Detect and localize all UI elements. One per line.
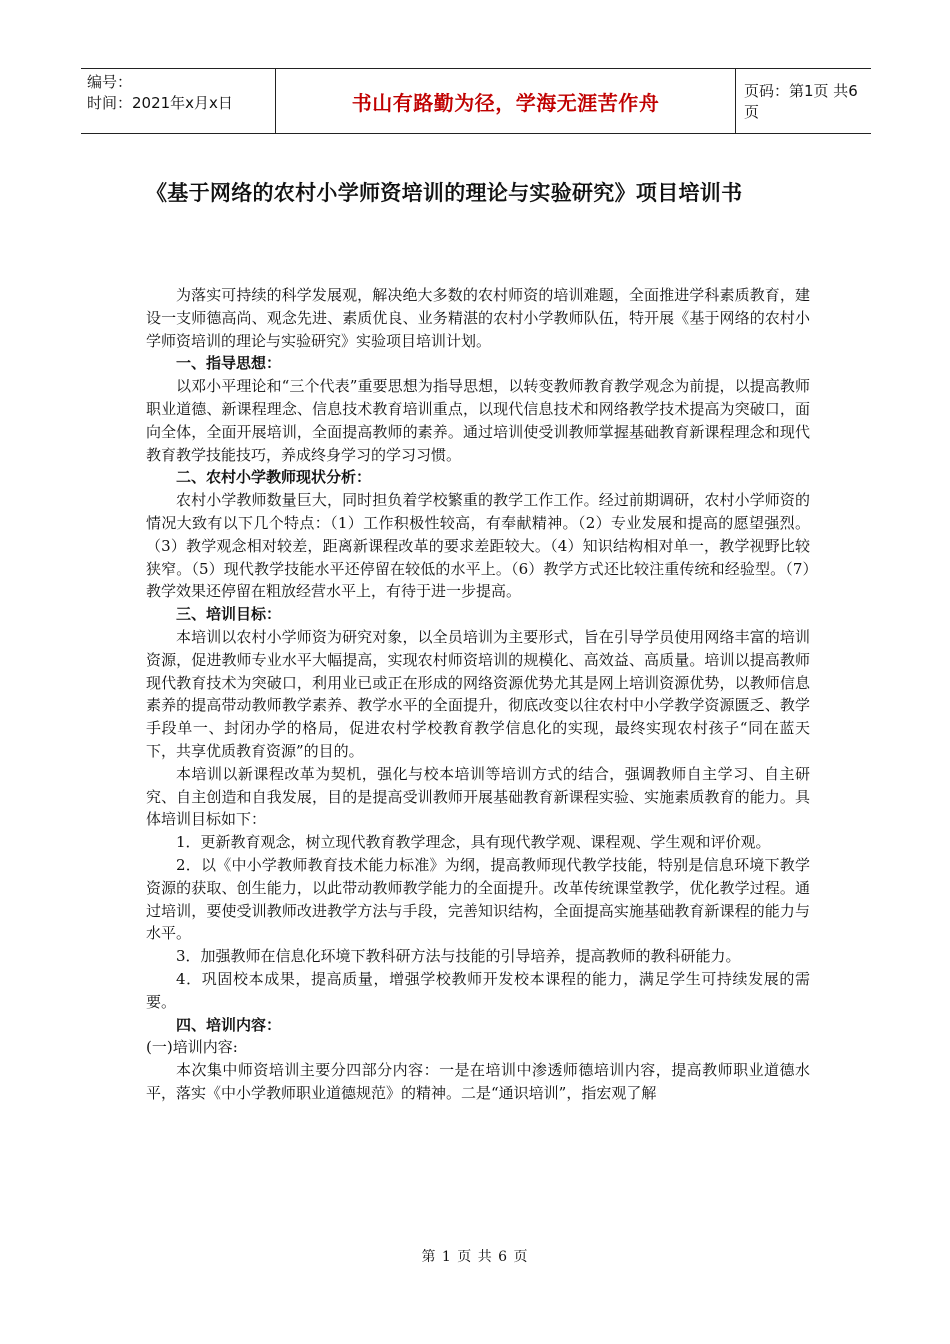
section-heading-1: 一、指导思想： — [176, 354, 282, 373]
document-title: 《基于网络的农村小学师资培训的理论与实验研究》项目培训书 — [146, 181, 743, 205]
goal-paragraph-2: 本培训以新课程改革为契机，强化与校本培训等培训方式的结合，强调教师自主学习、自主研究、自主创造和自我发展，目的是提高受训教师开展基础教育新课程实验、实施素质教育的能力。具体培训目标如下： — [146, 764, 810, 829]
section-heading-4: 四、培训内容： — [176, 1015, 282, 1034]
status-analysis-paragraph: 农村小学教师数量巨大，同时担负着学校繁重的教学工作工作。经过前期调研，农村小学师资的情况大致有以下几个特点：（1）工作积极性较高，有奉献精神。（2）专业发展和提高的愿望强烈。（3）教学观念相对较差，距离新课程改革的要求差距较大。（4）知识结构相对单一，教学视野比较狭窄。（5）现代教学技能水平还停留在较低的水平上。（6）教学方式还比较注重传统和经验型。（7）教学效果还停留在粗放经营水平上，有待于进一步提高。 — [146, 491, 810, 601]
section-heading-3: 三、培训目标： — [176, 605, 282, 624]
header-meta — [81, 69, 276, 133]
document-number: 编号： — [87, 73, 133, 91]
guiding-thought-paragraph: 以邓小平理论和“三个代表”重要思想为指导思想，以转变教师教育教学观念为前提，以提高教师职业道德、新课程理念、信息技术教育培训重点，以现代信息技术和网络教学技术提高为突破口，面向全体，全面开展培训，全面提高教师的素养。通过培训使受训教师掌握基础教育新课程理念和现代教育教学技能技巧，养成终身学习的学习习惯。 — [146, 377, 810, 464]
subsection-heading-1: (一)培训内容: — [146, 1038, 238, 1057]
goal-paragraph-1: 本培训以农村小学师资为研究对象，以全员培训为主要形式，旨在引导学员使用网络丰富的培训资源，促进教师专业水平大幅提高，实现农村师资培训的规模化、高效益、高质量。培训以提高教师现代教育技术为突破口，利用业已或正在形成的网络资源优势尤其是网上培训资源优势，以教师信息素养的提高带动教师教学素养、教学水平的全面提升，彻底改变以往农村中小学教学资源匮乏、教学手段单一、封闭办学的格局，促进农村学校教育教学信息化的实现，最终实现农村孩子“同在蓝天下，共享优质教育资源”的目的。 — [146, 627, 810, 760]
goal-item-3: 3．加强教师在信息化环境下教科研方法与技能的引导培养，提高教师的教科研能力。 — [176, 947, 741, 966]
header-motto: 书山有路勤为径，学海无涯苦作舟 — [276, 69, 736, 133]
document-body — [146, 284, 810, 1105]
header-page-info: 页码：第1页 共6页 — [744, 82, 858, 121]
page-footer: 第 1 页 共 6 页 — [421, 1249, 529, 1265]
content-paragraph: 本次集中师资培训主要分四部分内容：一是在培训中渗透师德培训内容，提高教师职业道德水平，落实《中小学教师职业道德规范》的精神。二是“通识培训”，指宏观了解 — [146, 1061, 810, 1102]
document-time: 时间：2021年x月x日 — [87, 94, 233, 112]
intro-paragraph: 为落实可持续的科学发展观，解决绝大多数的农村师资的培训难题，全面推进学科素质教育，建设一支师德高尚、观念先进、素质优良、业务精湛的农村小学教师队伍，特开展《基于网络的农村小学师资培训的理论与实验研究》实验项目培训计划。 — [146, 286, 810, 350]
goal-item-1: 1．更新教育观念，树立现代教育教学理念，具有现代教学观、课程观、学生观和评价观。 — [176, 833, 771, 852]
section-heading-2: 二、农村小学教师现状分析： — [176, 468, 372, 487]
goal-item-2: 2．以《中小学教师教育技术能力标准》为纲，提高教师现代教学技能，特别是信息环境下教学资源的获取、创生能力，以此带动教师教学能力的全面提升。改革传统课堂教学，优化教学过程。通过培训，要使受训教师改进教学方法与手段，完善知识结构，全面提高实施基础教育新课程的能力与水平。 — [146, 855, 810, 943]
page-header — [81, 68, 871, 134]
goal-item-4: 4．巩固校本成果，提高质量，增强学校教师开发校本课程的能力，满足学生可持续发展的需要。 — [146, 969, 810, 1011]
